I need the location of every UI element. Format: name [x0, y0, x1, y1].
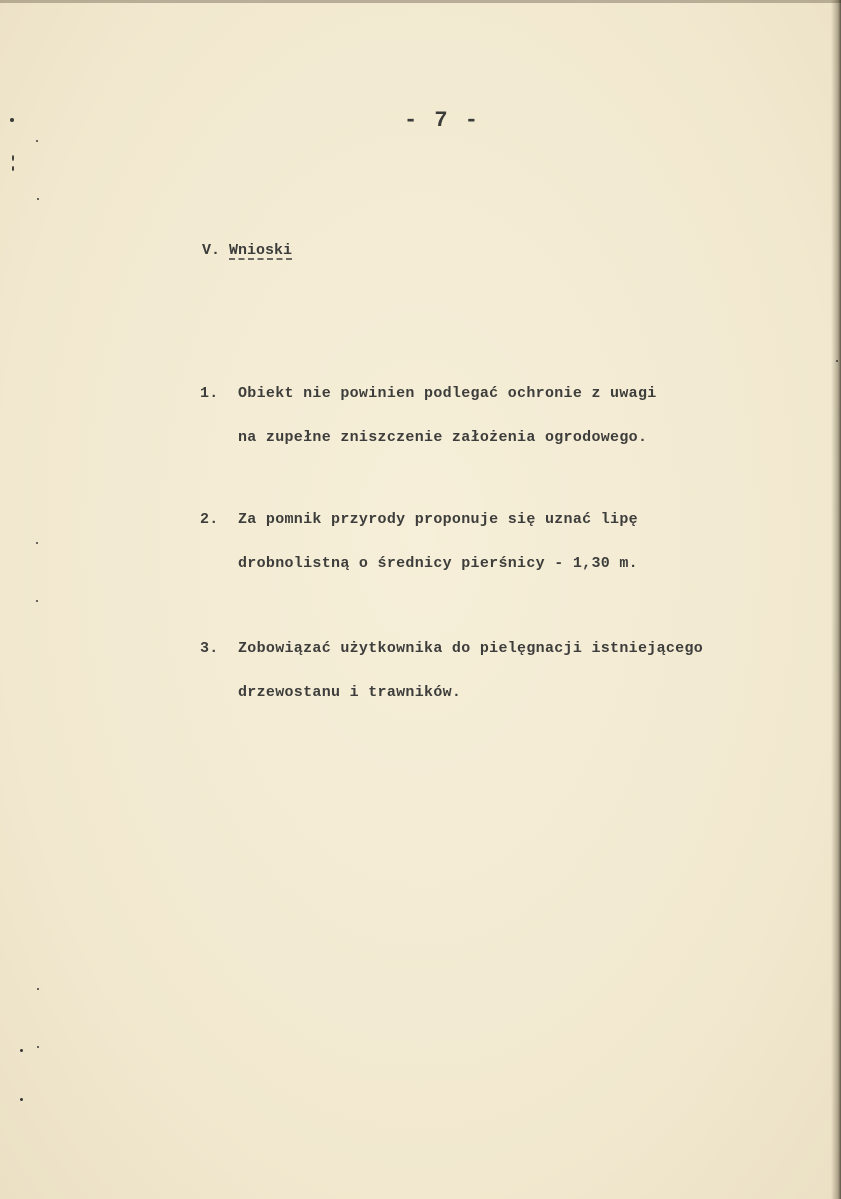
list-item-number: 1. — [200, 385, 219, 402]
list-item — [200, 511, 638, 572]
top-edge-shadow — [0, 0, 841, 3]
margin-speck — [10, 118, 14, 122]
page-number: - 7 - — [404, 108, 481, 133]
section-title: Wnioski — [229, 242, 293, 259]
list-item-line: na zupełne zniszczenie założenia ogrodowego. — [238, 429, 648, 446]
margin-speck — [37, 198, 39, 200]
list-item-line: drzewostanu i trawników. — [238, 684, 462, 701]
list-item — [200, 640, 704, 701]
right-edge-shadow — [831, 0, 841, 1199]
margin-speck — [12, 166, 14, 171]
list-item — [200, 385, 657, 446]
section-heading — [202, 242, 292, 259]
margin-speck — [37, 988, 39, 990]
margin-speck — [20, 1098, 23, 1101]
margin-speck — [36, 600, 38, 602]
list-item-number: 2. — [200, 511, 219, 528]
list-item-line: Za pomnik przyrody proponuje się uznać lipę — [238, 511, 638, 528]
margin-speck — [20, 1049, 23, 1052]
list-item-line: drobnolistną o średnicy pierśnicy - 1,30 m. — [238, 555, 638, 572]
list-item-line: Obiekt nie powinien podlegać ochronie z uwagi — [238, 385, 657, 402]
section-numeral: V. — [202, 242, 221, 259]
margin-speck — [36, 542, 38, 544]
margin-speck — [12, 155, 14, 161]
margin-speck — [836, 360, 838, 362]
margin-speck — [37, 1046, 39, 1048]
list-item-line: Zobowiązać użytkownika do pielęgnacji istniejącego — [238, 640, 704, 657]
margin-speck — [36, 140, 38, 142]
list-item-number: 3. — [200, 640, 219, 657]
